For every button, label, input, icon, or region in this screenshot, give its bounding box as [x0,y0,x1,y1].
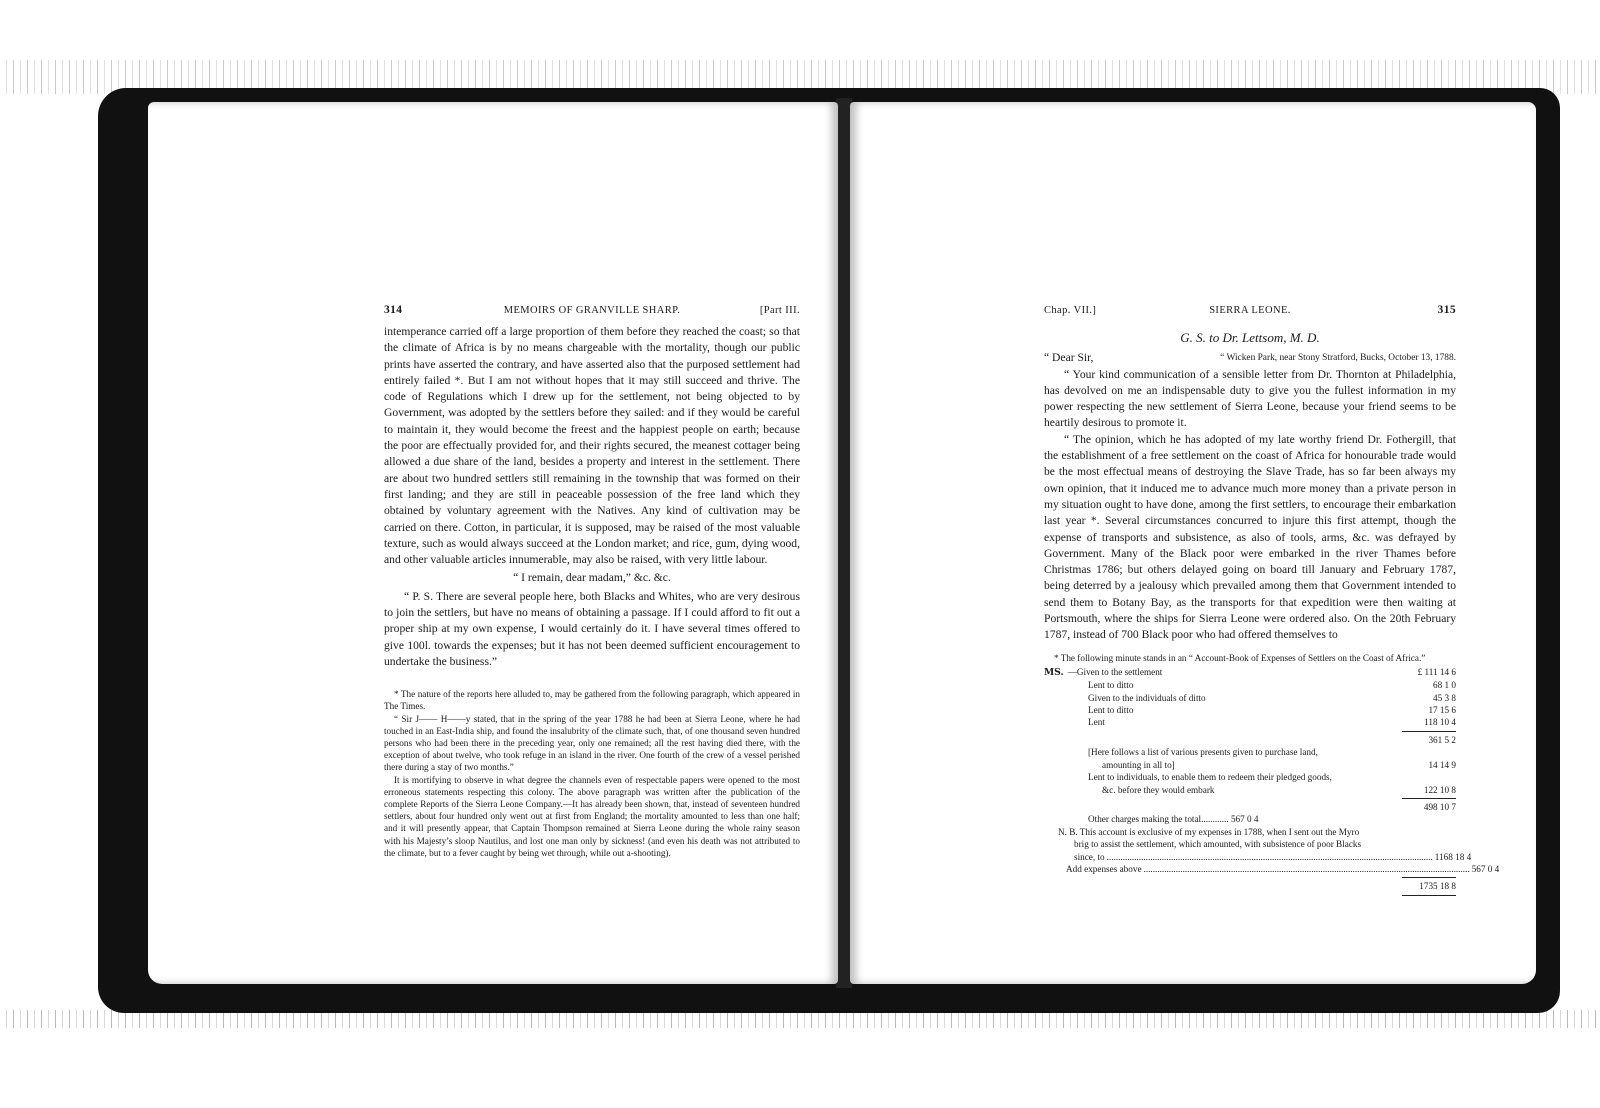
account-label: Lent [1088,717,1105,728]
part-label: [Part III. [759,305,800,316]
footnote [1044,652,1456,664]
account-label: Given to the individuals of ditto [1088,692,1206,703]
note-text: N. B. This account is exclusive of my expenses in 1788, when I sent out the Myro [1058,826,1360,837]
account-row [1044,746,1456,758]
letter-heading: G. S. to Dr. Lettsom, M. D. [1180,330,1320,345]
account-label: Lent to ditto [1088,705,1134,716]
leader-dots: .............................................................................................................................................. [1106,851,1433,862]
account-amount: 68 1 0 [1433,680,1456,691]
footnote-commentary: It is mortifying to observe in what degree the channels even of respectable papers were opened to the most erroneous statements respecting this colony. The above paragraph was written after the publication of the complete Reports of the Sierra Leone Company.—It has already been shown, that, instead of seventeen hundred settlers, about four hundred only went out at first from England; the mortality amounted to less than one half; and it will presently appear, that Captain Thompson remained at Sierra Leone during the whole rainy season with his Majesty’s sloop Nautilus, and lost one man only by sickness! (and even his death was not attributed to the climate, but to a fever caught by being wet through, while out a-shooting). [384,774,800,858]
other-charges-line: Other charges making the total............ 567 0 4 [1088,814,1259,825]
account-note-row [1044,851,1472,863]
account-label: &c. before they would embark [1102,784,1215,795]
letter-address-date: “ Wicken Park, near Stony Stratford, Bucks, October 13, 1788. [1220,353,1456,364]
running-title: MEMOIRS OF GRANVILLE SHARP. [503,305,681,316]
sum-rule [1402,731,1456,732]
account-amount: 45 3 8 [1433,692,1456,703]
account-label: Lent to ditto [1088,680,1134,691]
account-total-row [1044,880,1456,892]
account-row [1044,863,1500,875]
footnote [384,688,800,859]
account-row [1044,666,1456,679]
body-paragraph: “ Your kind communication of a sensible letter from Dr. Thornton at Philadelphia, has devolved on me an indispensable duty to give you the fullest information in my power respecting the new settlement of Sierra Leone, because your friend seems to be heartily desirous to promote it. [1044,367,1456,430]
right-running-header [1044,302,1456,324]
account-row [1044,692,1456,704]
left-running-header [384,302,800,324]
sum-rule [1402,877,1456,878]
note-text: brig to assist the settlement, which amounted, with subsistence of poor Blacks [1074,839,1362,850]
account-amount: 122 10 8 [1423,784,1456,795]
account-row [1044,771,1456,783]
salutation: “ Dear Sir, [1044,351,1094,365]
running-title: SIERRA LEONE. [1209,305,1291,316]
account-row [1044,679,1456,691]
account-table [1044,666,1500,896]
account-amount: 17 15 6 [1428,705,1456,716]
subtotal-amount: 361 5 2 [1428,734,1456,745]
account-label: Lent to individuals, to enable them to redeem their pledged goods, [1088,772,1332,783]
account-label: Add expenses above [1066,863,1142,874]
grand-total-amount: 1735 18 8 [1419,881,1456,892]
sum-rule [1402,798,1456,799]
account-amount: 1168 18 4 [1434,851,1472,862]
account-amount: 567 0 4 [1471,863,1500,874]
right-page [850,102,1536,984]
account-amount: £ 111 14 6 [1417,666,1456,677]
footnote-intro: * The following minute stands in an “ Account-Book of Expenses of Settlers on the Coast of Africa.” [1054,652,1426,663]
account-row [1044,759,1456,771]
account-label: —Given to the settlement [1067,666,1163,677]
left-page-text-column [384,302,800,859]
account-row [1044,813,1456,825]
account-row [1044,716,1456,728]
sum-rule [1402,895,1456,896]
right-page-text-column [1044,302,1500,898]
account-amount: 14 14 9 [1428,759,1456,770]
letter-closing: “ I remain, dear madam,” &c. &c. [513,571,671,585]
note-text: since, to [1074,851,1105,862]
account-label: [Here follows a list of various presents given to purchase land, [1088,747,1318,758]
account-note-row [1044,826,1456,838]
account-row [1044,784,1456,796]
account-label: amounting in all to] [1102,759,1175,770]
open-book [98,88,1560,1013]
leader-dots: .............................................................................................................................................. [1143,863,1470,874]
footnote-quote: “ Sir J—— H——y stated, that in the spring of the year 1788 he had been at Sierra Leone, where he had touched in an East-India ship, and found the insalubrity of the climate such, that, of one thousand seven hundred persons who had been there in the preceding year, only one remained; all the rest having died there, with the exception of about twelve, who took refuge in an island in the river. One fourth of the crew of a vessel perished there during a stay of two months.” [384,713,800,773]
account-row [1044,704,1456,716]
letter-dateline [1044,350,1456,366]
account-subtotal-row [1044,801,1456,813]
page-number: 314 [384,304,403,316]
left-page [148,102,838,984]
body-paragraph: “ The opinion, which he has adopted of my late worthy friend Dr. Fothergill, that the establishment of a free settlement on the coast of Africa for honourable trade would be the most effectual means of destroying the Slave Trade, has so far been always my own opinion, that it induced me to advance much more money than a private person in my situation ought to have done, among the first settlers, to encourage their embarkation last year *. Several circumstances concurred to injure this first attempt, though the expense of transports and subsistence, as also of tools, arms, &c. was defrayed by Government. Many of the Black poor were embarked in the river Thames before Christmas 1786; but others delayed going on board till January and February 1787, being deterred by a jealousy which prevailed among them that Government intended to send them to Botany Bay, as the transports for that expedition were then waiting at Portsmouth, where the ships for Sierra Leone were ordered also. On the 20th February 1787, instead of 700 Black poor who had offered themselves to [1044,432,1456,642]
account-amount: 118 10 4 [1424,717,1456,728]
body-paragraph: intemperance carried off a large proportion of them before they reached the coast; so that the climate of Africa is by no means chargeable with the mortality, though our public prints have asserted the contrary, and have asserted also that the purposed settlement had entirely failed *. But I am not without hopes that it may still succeed and thrive. The code of Regulations which I drew up for the settlement, not being objected to by Government, was adopted by the settlers before they sailed: and if they would be careful to maintain it, they would become the freest and the happiest people on earth; because the poor are effectually provided for, and their rights secured, the meanest cottager being allowed a due share of the land, besides a property and interest in the settlement. There are about two hundred settlers still remaining in the township that was formed on their first landing; and they are still in peaceable possession of the free land which they obtained by voluntary agreement with the Natives. Any kind of cultivation may be carried on there. Cotton, in particular, it is supposed, may be raised of the most valuable texture, such as would always succeed at the London market; and rice, gum, dying wood, and other valuable articles innumerable, may also be raised, with very little labour. [384,325,800,567]
account-subtotal-row [1044,734,1456,746]
account-note-row [1044,838,1456,850]
ms-mark: MS. [1044,666,1064,678]
chapter-label: Chap. VII.] [1044,305,1097,316]
postscript: “ P. S. There are several people here, both Blacks and Whites, who are very desirous to join the settlers, but have no means of obtaining a passage. If I could afford to fit out a proper ship at my own expense, I would certainly do it. I have several times offered to give 100l. towards the expenses; but it has not been deemed sufficient encouragement to undertake the business.” [384,589,800,668]
page-number: 315 [1437,304,1456,316]
subtotal-amount: 498 10 7 [1423,801,1456,812]
footnote-intro: * The nature of the reports here alluded to, may be gathered from the following paragraph, which appeared in The Times. [384,689,800,712]
